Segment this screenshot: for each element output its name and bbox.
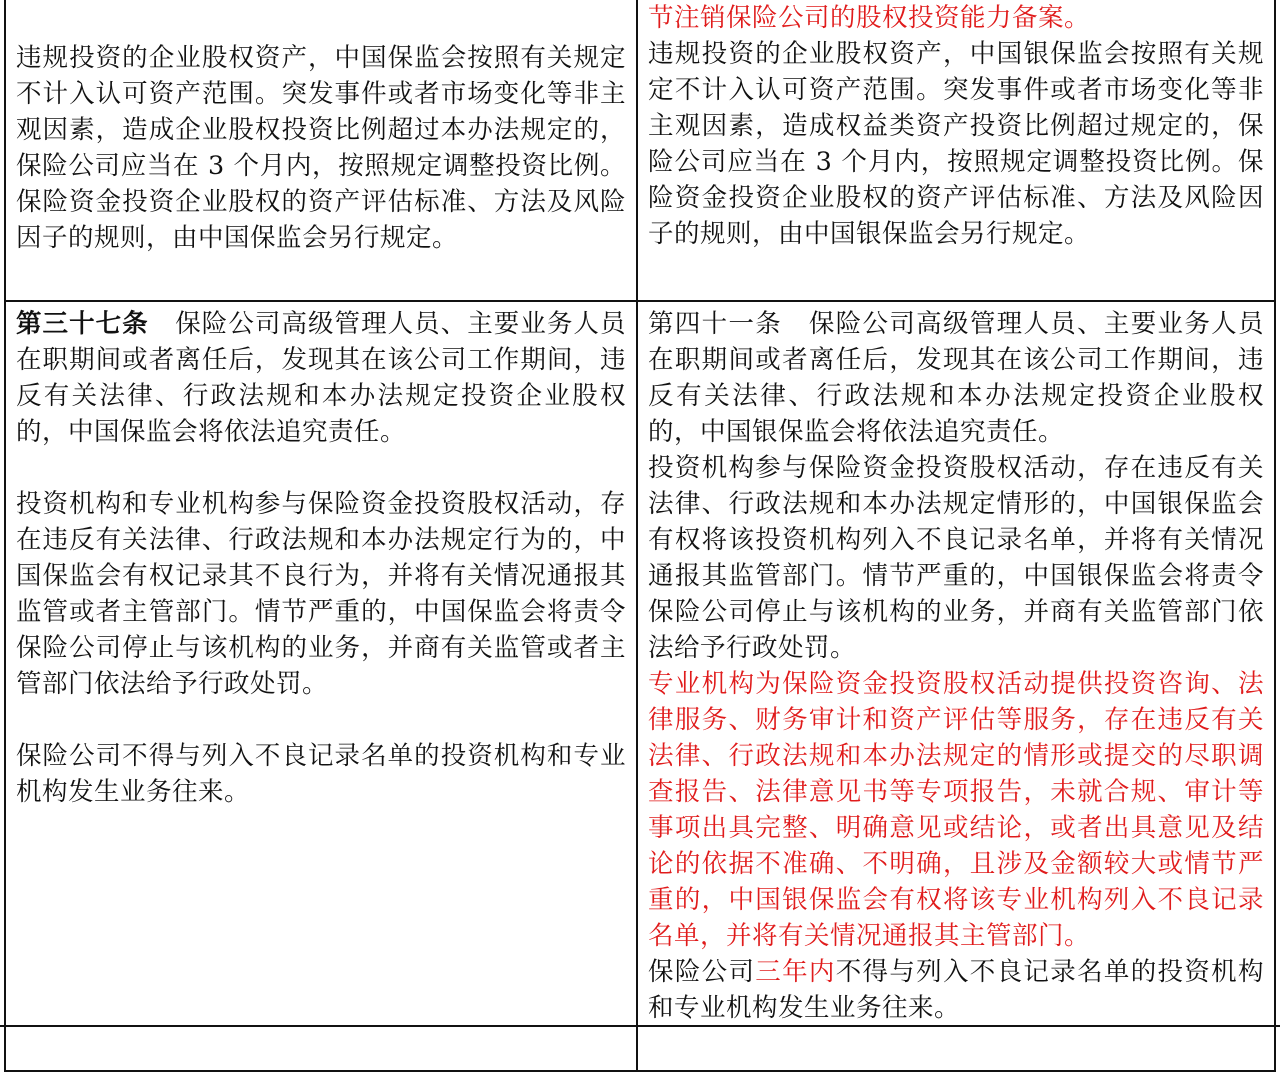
article-text: 保险公司高级管理人员、主要业务人员在职期间或者离任后，发现其在该公司工作期间，违反有关法律、行政法规和本办法规定投资企业股权的，中国银保监会将依法追究责任。 (648, 309, 1264, 447)
paragraph-gap (16, 450, 626, 486)
article-number: 第四十一条 (648, 309, 783, 339)
new-rule-paragraph: 投资机构参与保险资金投资股权活动，存在违反有关法律、行政法规和本办法规定情形的，中国银保监会有权将该投资机构列入不良记录名单，并将有关情况通报其监管部门。情节严重的，中国银保监会将责令保险公司停止与该机构的业务，并商有关监管部门依法给予行政处罚。 (648, 453, 1264, 663)
article-text: 保险公司高级管理人员、主要业务人员在职期间或者离任后，发现其在该公司工作期间，违反有关法律、行政法规和本办法规定投资企业股权的，中国保监会将依法追究责任。 (16, 309, 626, 447)
old-rule-paragraph: 投资机构和专业机构参与保险资金投资股权活动，存在违反有关法律、行政法规和本办法规定行为的，中国保监会有权记录其不良行为，并将有关情况通报其监管或者主管部门。情节严重的，中国保监会将责令保险公司停止与该机构的业务，并商有关监管或者主管部门依法给予行政处罚。 (16, 489, 626, 699)
added-text-paragraph: 专业机构为保险资金投资股权活动提供投资咨询、法律服务、财务审计和资产评估等服务，存在违反有关法律、行政法规和本办法规定的情形或提交的尽职调查报告、法律意见书等专项报告，未就合规、审计等事项出具完整、明确意见或结论，或者出具意见及结论的依据不准确、不明确，且涉及金额较大或情节严重的，中国银保监会有权将该专业机构列入不良记录名单，并将有关情况通报其主管部门。 (648, 669, 1264, 951)
new-rule-cell (637, 0, 1275, 301)
table-row (5, 301, 1275, 1071)
new-rule-cell (637, 301, 1275, 1071)
new-article-paragraph (648, 306, 1264, 450)
old-rule-paragraph: 保险公司不得与列入不良记录名单的投资机构和专业机构发生业务往来。 (16, 741, 626, 807)
table-row (5, 0, 1275, 301)
new-rule-paragraph (648, 954, 1264, 1026)
text-segment: 保险公司 (648, 957, 756, 987)
paragraph-gap (16, 702, 626, 738)
bottom-border (0, 1025, 1280, 1027)
old-rule-cell (5, 301, 637, 1071)
old-article-paragraph (16, 306, 626, 450)
old-rule-cell (5, 0, 637, 301)
added-text-paragraph: 节注销保险公司的股权投资能力备案。 (648, 3, 1091, 33)
new-rule-paragraph: 违规投资的企业股权资产，中国银保监会按照有关规定不计入认可资产范围。突发事件或者市场变化等非主观因素，造成权益类资产投资比例超过规定的，保险公司应当在 3 个月内，按照规定调整投资比例。保险资金投资企业股权的资产评估标准、方法及风险因子的规则，由中国银保监会另行规定。 (648, 39, 1264, 249)
text-segment: 不得与列入不良记录名单的投资机构和专业机构发生业务往来。 (648, 957, 1264, 1023)
added-text-segment: 三年内 (755, 957, 836, 987)
article-number: 第三十七条 (16, 309, 149, 339)
old-rule-paragraph: 违规投资的企业股权资产，中国保监会按照有关规定不计入认可资产范围。突发事件或者市场变化等非主观因素，造成企业股权投资比例超过本办法规定的，保险公司应当在 3 个月内，按照规定调整投资比例。保险资金投资企业股权的资产评估标准、方法及风险因子的规则，由中国保监会另行规定。 (16, 43, 626, 253)
comparison-table (4, 0, 1276, 1072)
